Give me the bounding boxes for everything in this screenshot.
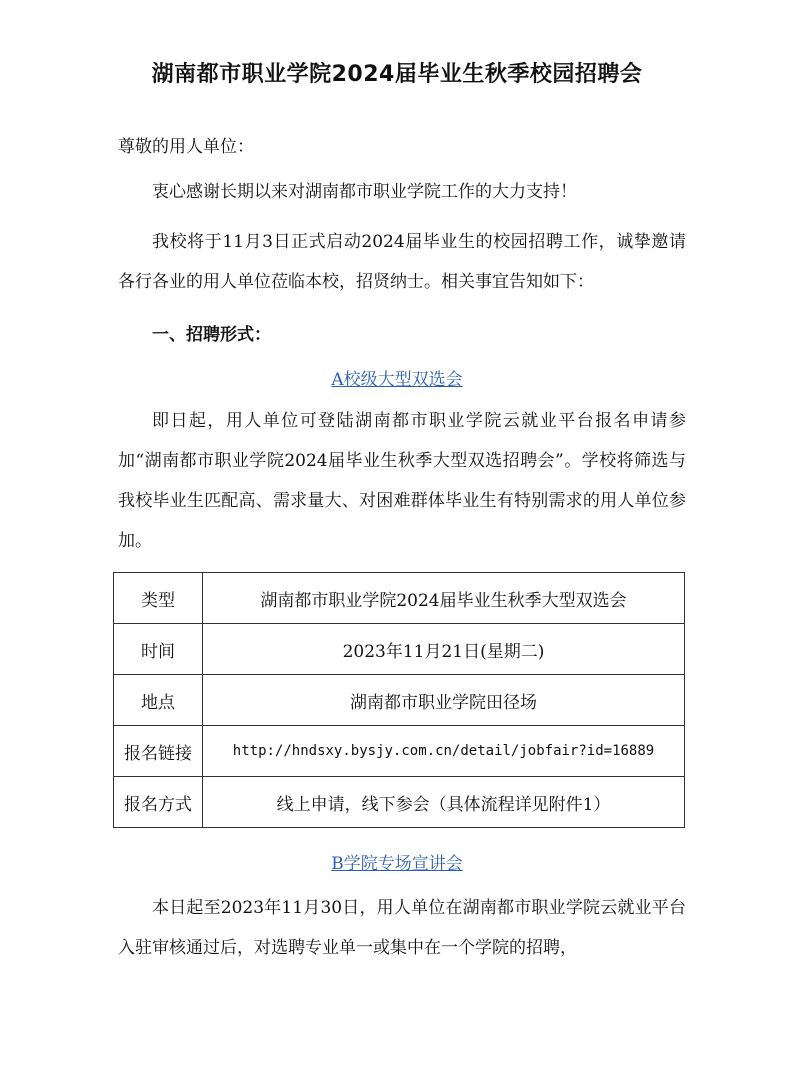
table-cell-key: 地点 (114, 675, 203, 726)
salutation: 尊敬的用人单位： (118, 137, 254, 157)
registration-link[interactable]: http://hndsxy.bysjy.com.cn/detail/jobfair?id=16889 (203, 726, 685, 777)
table-row (114, 675, 685, 726)
table-cell-value: 线上申请，线下参会（具体流程详见附件1） (203, 777, 685, 828)
table-cell-key: 类型 (114, 573, 203, 624)
subheading-part-a: A校级大型双选会 (331, 370, 463, 390)
document-title: 湖南都市职业学院2024届毕业生秋季校园招聘会 (151, 62, 643, 87)
part-b-paragraph: 本日起至2023年11月30日，用人单位在湖南都市职业学院云就业平台入驻审核通过后，对选聘专业单一或集中在一个学院的招聘， (118, 898, 686, 958)
table-cell-value: 2023年11月21日(星期二) (203, 624, 685, 675)
table-cell-value: 湖南都市职业学院2024届毕业生秋季大型双选会 (203, 573, 685, 624)
table-cell-key: 报名链接 (114, 726, 203, 777)
thanks-paragraph: 衷心感谢长期以来对湖南都市职业学院工作的大力支持！ (152, 182, 577, 202)
subheading-part-b: B学院专场宣讲会 (331, 854, 463, 874)
table-cell-key: 时间 (114, 624, 203, 675)
job-fair-info-table (113, 572, 685, 828)
table-row (114, 726, 685, 777)
part-a-paragraph: 即日起，用人单位可登陆湖南都市职业学院云就业平台报名申请参加“湖南都市职业学院2024届毕业生秋季大型双选招聘会”。学校将筛选与我校毕业生匹配高、需求量大、对困难群体毕业生有特别需求的用人单位参加。 (118, 411, 686, 551)
intro-paragraph: 我校将于11月3日正式启动2024届毕业生的校园招聘工作，诚挚邀请各行各业的用人单位莅临本校，招贤纳士。相关事宜告知如下： (118, 232, 686, 292)
table-cell-value: 湖南都市职业学院田径场 (203, 675, 685, 726)
table-cell-key: 报名方式 (114, 777, 203, 828)
section-heading-recruitment-form: 一、招聘形式： (152, 325, 271, 345)
table-row (114, 573, 685, 624)
table-row (114, 624, 685, 675)
table-row (114, 777, 685, 828)
